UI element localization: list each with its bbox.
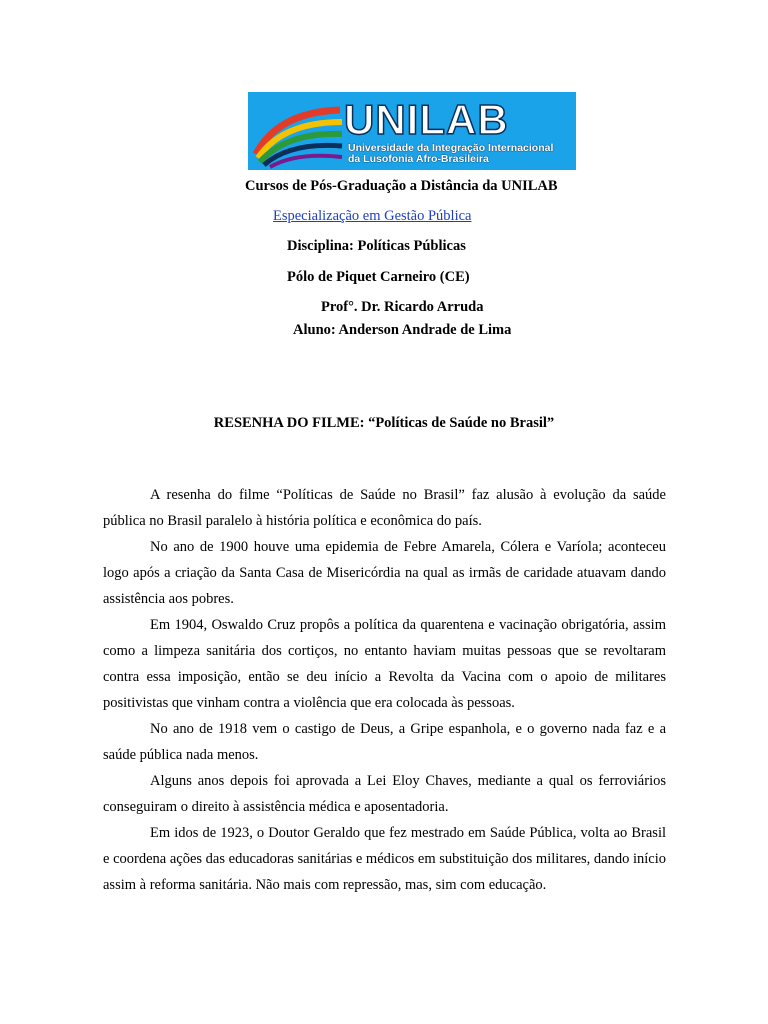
specialization-link[interactable]: Especialização em Gestão Pública xyxy=(273,208,472,224)
discipline-line: Disciplina: Políticas Públicas xyxy=(287,238,466,254)
paragraph: Em idos de 1923, o Doutor Geraldo que fez mestrado em Saúde Pública, volta ao Brasil e coordena ações das educadoras sanitárias e médicos em substituição dos militares, dando início assim à reforma sanitária. Não mais com repressão, mas, sim com educação. xyxy=(103,825,666,893)
course-line: Cursos de Pós-Graduação a Distância da UNILAB xyxy=(245,178,558,194)
logo-swoosh-icon xyxy=(248,92,348,170)
paragraph: No ano de 1900 houve uma epidemia de Febre Amarela, Cólera e Varíola; aconteceu logo após a criação da Santa Casa de Misericórdia na qual as irmãs de caridade atuavam dando assistência aos pobres. xyxy=(103,539,666,607)
logo-wordmark: UNILAB xyxy=(344,96,509,143)
logo-subtitle-line1: Universidade da Integração Internacional xyxy=(348,142,554,154)
paragraph: Alguns anos depois foi aprovada a Lei Eloy Chaves, mediante a qual os ferroviários conseguiram o direito à assistência médica e aposentadoria. xyxy=(103,773,666,815)
logo-subtitle-line2: da Lusofonia Afro-Brasileira xyxy=(348,153,489,165)
paragraph: No ano de 1918 vem o castigo de Deus, a Gripe espanhola, e o governo nada faz e a saúde pública nada menos. xyxy=(103,721,666,763)
document-body xyxy=(103,482,666,898)
professor-line: Prof°. Dr. Ricardo Arruda xyxy=(321,299,484,315)
unilab-logo xyxy=(248,92,576,170)
student-line: Aluno: Anderson Andrade de Lima xyxy=(293,322,512,338)
paragraph: A resenha do filme “Políticas de Saúde no Brasil” faz alusão à evolução da saúde pública no Brasil paralelo à história política e econômica do país. xyxy=(103,487,666,529)
campus-line: Pólo de Piquet Carneiro (CE) xyxy=(287,269,470,285)
document-title: RESENHA DO FILME: “Políticas de Saúde no Brasil” xyxy=(213,415,555,431)
paragraph: Em 1904, Oswaldo Cruz propôs a política da quarentena e vacinação obrigatória, assim como a limpeza sanitária dos cortiços, no entanto haviam muitas pessoas que se revoltaram contra essa imposição, então se deu início a Revolta da Vacina com o apoio de militares positivistas que vinham contra a violência que era colocada às pessoas. xyxy=(103,617,666,711)
